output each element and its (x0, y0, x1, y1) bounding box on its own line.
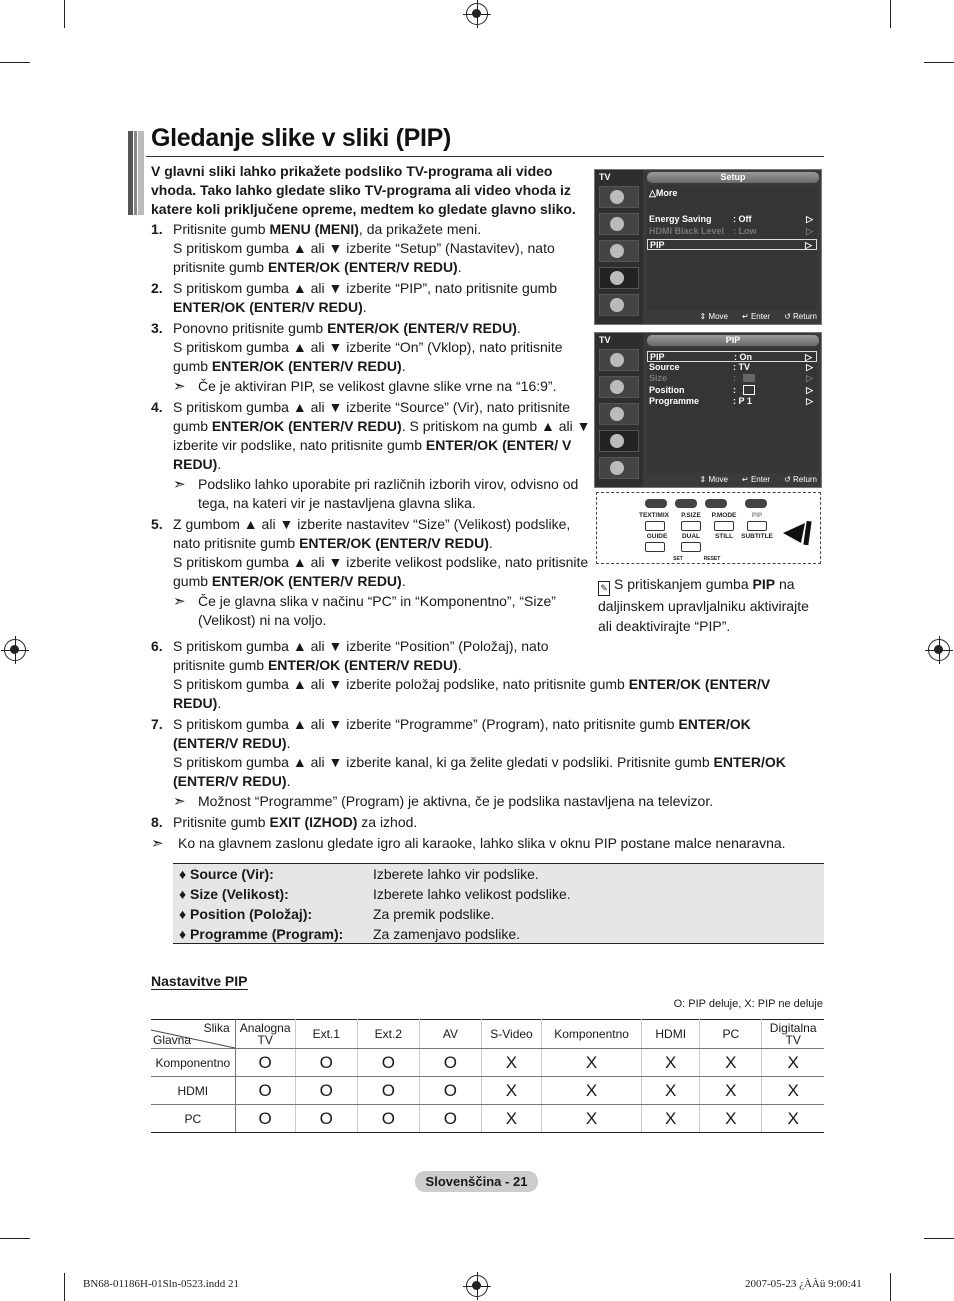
osd-row-position: Position : ▷ (649, 385, 813, 395)
table-cell: O (295, 1077, 357, 1105)
channel-icon (599, 240, 639, 262)
final-note: ➣ Ko na glavnem zaslonu gledate igro ali karaoke, lahko slika v oknu PIP postane malce nenaravna. (151, 835, 786, 852)
table-row (151, 1077, 824, 1105)
table-cell: X (700, 1049, 762, 1077)
row-header: PC (151, 1105, 235, 1133)
crop-mark (890, 0, 891, 28)
step-text: S pritiskom gumba ▲ ali ▼ izberite “Programme” (Program), nato pritisnite gumb ENTER/OK (ENTER/V REDU). (173, 716, 751, 751)
sound-icon (599, 213, 639, 235)
column-header: Digitalna TV (762, 1020, 824, 1049)
steps-list-wide (151, 637, 811, 853)
osd-row-hdmi-black-level: HDMI Black Level : Low ▷ (649, 226, 813, 236)
osd-sidebar (595, 170, 643, 324)
table-header-row (151, 1020, 824, 1049)
row-header: Komponentno (151, 1049, 235, 1077)
table-cell: X (642, 1049, 700, 1077)
note-arrow-icon: ➣ (173, 793, 186, 810)
osd-footer: ⇕ Move ↵ Enter ↺ Return (699, 312, 817, 321)
crop-mark (890, 1273, 891, 1301)
table-cell: O (357, 1049, 419, 1077)
yellow-button-icon (705, 499, 727, 508)
remote-label: DUAL (681, 533, 701, 540)
title-decoration (128, 131, 144, 215)
table-cell: X (642, 1105, 700, 1133)
picture-icon (599, 349, 639, 371)
step-6 (151, 637, 811, 713)
step-note: ➣ Možnost “Programme” (Program) je aktivna, če je podslika nastavljena na televizor. (173, 793, 714, 810)
step-5 (151, 515, 596, 630)
step-text: S pritiskom gumba ▲ ali ▼ izberite velikost podslike, nato pritisnite gumb ENTER/OK (ENTER/V REDU). (173, 554, 589, 589)
step-number: 5. (151, 516, 163, 532)
table-cell: O (295, 1105, 357, 1133)
osd-tv-label: TV (599, 335, 611, 345)
table-cell: X (762, 1077, 824, 1105)
column-header: Ext.1 (295, 1020, 357, 1049)
osd-pip-menu (594, 332, 822, 488)
blue-button-icon (745, 499, 767, 508)
table-cell: O (419, 1077, 481, 1105)
memo-icon: ✎ (598, 581, 610, 596)
table-cell: X (481, 1049, 541, 1077)
osd-setup-menu (594, 169, 822, 325)
table-cell: O (357, 1077, 419, 1105)
remote-label: RESET (703, 556, 721, 562)
osd-tv-label: TV (599, 172, 611, 182)
remote-label: TEXT/MIX (639, 512, 669, 519)
table-cell: O (235, 1077, 295, 1105)
osd-row-energy-saving: Energy Saving : Off ▷ (649, 214, 813, 224)
dual-button-icon (681, 542, 701, 552)
table-cell: X (481, 1105, 541, 1133)
pointer-arrow-icon (783, 519, 813, 549)
column-header: Komponentno (542, 1020, 642, 1049)
step-text: Pritisnite gumb MENU (MENI), da prikažete meni. (173, 221, 482, 237)
table-cell: O (419, 1049, 481, 1077)
crop-mark (0, 1238, 30, 1239)
guide-button-icon (645, 542, 665, 552)
table-cell: X (700, 1077, 762, 1105)
table-legend: O: PIP deluje, X: PIP ne deluje (673, 998, 823, 1010)
pmode-button-icon (714, 521, 734, 531)
input-icon (599, 294, 639, 316)
remote-label: SET (673, 556, 683, 562)
table-row (151, 1049, 824, 1077)
page-title: Gledanje slike v sliki (PIP) (151, 124, 452, 152)
step-3 (151, 319, 596, 396)
position-preview-icon (743, 385, 755, 395)
size-preview-icon (743, 374, 755, 382)
column-header: HDMI (642, 1020, 700, 1049)
step-1 (151, 220, 596, 277)
column-header: Analogna TV (235, 1020, 295, 1049)
step-number: 4. (151, 399, 163, 415)
column-header: PC (700, 1020, 762, 1049)
step-number: 7. (151, 716, 163, 732)
note-arrow-icon: ➣ (173, 476, 186, 493)
remote-label: STILL (714, 533, 734, 540)
table-cell: X (481, 1077, 541, 1105)
table-cell: O (357, 1105, 419, 1133)
step-text: S pritiskom gumba ▲ ali ▼ izberite “Position” (Položaj), nato pritisnite gumb ENTER/OK (ENTER/V REDU). (173, 638, 549, 673)
intro-paragraph: V glavni sliki lahko prikažete podsliko TV-programa ali video vhoda. Tako lahko gledate sliko TV-programa ali video vhoda iz katere koli priključene opreme, medtem ko gledate glavno sliko. (151, 163, 576, 217)
sound-icon (599, 376, 639, 398)
step-number: 1. (151, 221, 163, 237)
osd-header: Setup (647, 172, 819, 183)
remote-illustration (596, 492, 821, 564)
osd-row-pip: PIP ▷ (647, 239, 817, 250)
table-cell: X (542, 1077, 642, 1105)
step-text: S pritiskom gumba ▲ ali ▼ izberite “PIP”, nato pritisnite gumb ENTER/OK (ENTER/V REDU). (173, 280, 558, 315)
step-2 (151, 279, 596, 317)
step-number: 2. (151, 280, 163, 296)
step-text: Z gumbom ▲ ali ▼ izberite nastavitev “Size” (Velikost) podslike, nato pritisnite gumb ENTER/OK (ENTER/V REDU). (173, 516, 571, 551)
corner-label-sub: Slika (203, 1021, 230, 1035)
step-number: 6. (151, 638, 163, 654)
note-arrow-icon: ➣ (173, 593, 186, 610)
step-4 (151, 398, 596, 513)
osd-header: PIP (647, 335, 819, 346)
column-header: S-Video (481, 1020, 541, 1049)
crop-mark (924, 1238, 954, 1239)
setup-icon (599, 430, 639, 452)
step-note: ➣ Podsliko lahko uporabite pri različnih izborih virov, odvisno od tega, na kateri vir je nastavljena glavna slika. (173, 476, 579, 511)
registration-mark-icon (466, 3, 488, 25)
table-row (151, 1105, 824, 1133)
crop-mark (924, 62, 954, 63)
step-text: S pritiskom gumba ▲ ali ▼ izberite “On” (Vklop), nato pritisnite gumb ENTER/OK (ENTER/V REDU). (173, 339, 563, 374)
options-box (173, 863, 824, 944)
table-cell: X (642, 1077, 700, 1105)
table-cell: O (295, 1049, 357, 1077)
table-cell: X (542, 1049, 642, 1077)
note-arrow-icon: ➣ (151, 835, 164, 852)
step-7 (151, 715, 811, 811)
pip-button-icon (747, 521, 767, 531)
option-row: ♦ Programme (Program): Za zamenjavo podslike. (179, 926, 521, 942)
step-number: 8. (151, 814, 163, 830)
setup-icon (599, 267, 639, 289)
table-cell: O (235, 1049, 295, 1077)
crop-mark (0, 62, 30, 63)
step-text: S pritiskom gumba ▲ ali ▼ izberite “Source” (Vir), nato pritisnite gumb ENTER/OK (ENTER/V REDU). S pritiskom na gumb ▲ ali ▼ izberite vir podslike, nato pritisnite gumb ENTER/OK (ENTER/ V REDU). (173, 399, 591, 472)
corner-label-main: Glavna (153, 1033, 192, 1047)
osd-more: △More (649, 188, 678, 198)
crop-mark (64, 0, 65, 28)
osd-row-size: Size : ▷ (649, 373, 813, 383)
option-row: ♦ Source (Vir): Izberete lahko vir podslike. (179, 866, 539, 882)
red-button-icon (645, 499, 667, 508)
option-row: ♦ Size (Velikost): Izberete lahko velikost podslike. (179, 886, 571, 902)
column-header: AV (419, 1020, 481, 1049)
step-8 (151, 813, 811, 832)
pip-compatibility-table (151, 1019, 824, 1133)
text-mix-button-icon (645, 521, 665, 531)
remote-label: P.SIZE (681, 512, 701, 519)
title-divider (146, 156, 824, 157)
remote-label-pip: PIP (751, 512, 763, 519)
osd-row-programme: Programme : P 1 ▷ (649, 396, 813, 406)
remote-label: GUIDE (646, 533, 668, 540)
table-cell: X (762, 1105, 824, 1133)
settings-section-title: Nastavitve PIP (151, 973, 248, 989)
channel-icon (599, 403, 639, 425)
step-text: S pritiskom gumba ▲ ali ▼ izberite položaj podslike, nato pritisnite gumb ENTER/OK (ENTER/V REDU). (173, 676, 771, 711)
osd-sidebar (595, 333, 643, 487)
registration-mark-icon (4, 639, 26, 661)
remote-label: P.MODE (711, 512, 737, 519)
side-note: ✎ S pritiskanjem gumba PIP na daljinskem upravljalniku aktivirajte ali deaktivirajte “PIP”. (598, 576, 809, 634)
steps-list (151, 220, 596, 632)
table-cell: X (700, 1105, 762, 1133)
psize-button-icon (681, 521, 701, 531)
registration-mark-icon (928, 639, 950, 661)
file-slug: BN68-01186H-01Sln-0523.indd 21 (83, 1278, 240, 1290)
input-icon (599, 457, 639, 479)
step-number: 3. (151, 320, 163, 336)
option-row: ♦ Position (Položaj): Za premik podslike. (179, 906, 495, 922)
step-text: Ponovno pritisnite gumb ENTER/OK (ENTER/V REDU). (173, 320, 521, 336)
row-header: HDMI (151, 1077, 235, 1105)
column-header: Ext.2 (357, 1020, 419, 1049)
crop-mark (64, 1273, 65, 1301)
step-note: ➣ Če je glavna slika v načinu “PC” in “Komponentno”, “Size” (Velikost) ni na voljo. (173, 593, 556, 628)
step-text: S pritiskom gumba ▲ ali ▼ izberite “Setup” (Nastavitev), nato pritisnite gumb ENTER/OK (ENTER/V REDU). (173, 240, 555, 275)
osd-row-pip: PIP : On ▷ (647, 351, 817, 362)
registration-mark-icon (466, 1275, 488, 1297)
step-note: ➣ Če je aktiviran PIP, se velikost glavne slike vrne na “16:9”. (173, 378, 557, 395)
osd-row-source: Source : TV ▷ (649, 362, 813, 372)
picture-icon (599, 186, 639, 208)
green-button-icon (675, 499, 697, 508)
note-arrow-icon: ➣ (173, 378, 186, 395)
table-cell: X (762, 1049, 824, 1077)
table-cell: O (419, 1105, 481, 1133)
step-text: S pritiskom gumba ▲ ali ▼ izberite kanal, ki ga želite gledati v podsliki. Pritisnite gumb ENTER/OK (ENTER/V REDU). (173, 754, 786, 789)
table-cell: X (542, 1105, 642, 1133)
osd-footer: ⇕ Move ↵ Enter ↺ Return (699, 475, 817, 484)
page-number: Slovenščina - 21 (415, 1171, 538, 1192)
date-slug: 2007-05-23 ¿ÀÀü 9:00:41 (745, 1278, 862, 1290)
table-cell: O (235, 1105, 295, 1133)
step-text: Pritisnite gumb EXIT (IZHOD) za izhod. (173, 814, 418, 830)
table-corner (151, 1020, 235, 1049)
remote-label: SUBTITLE (741, 533, 773, 540)
